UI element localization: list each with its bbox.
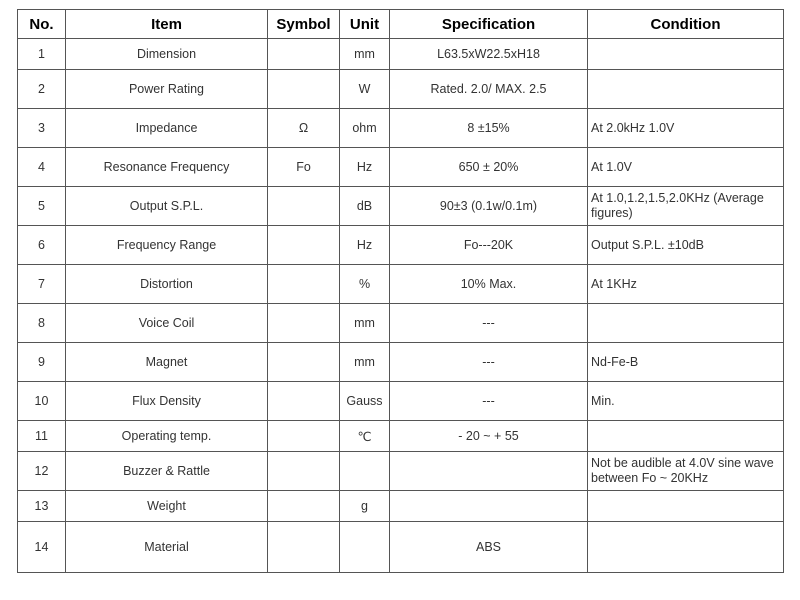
cell-no: 6 <box>18 226 66 265</box>
header-row <box>18 10 784 39</box>
cell-no: 9 <box>18 343 66 382</box>
cell-item: Impedance <box>66 109 268 148</box>
cell-unit: W <box>340 70 390 109</box>
table-row <box>18 226 784 265</box>
cell-condition <box>588 70 784 109</box>
cell-specification: --- <box>390 382 588 421</box>
table-row <box>18 491 784 522</box>
cell-no: 1 <box>18 39 66 70</box>
table-row <box>18 70 784 109</box>
cell-condition: At 2.0kHz 1.0V <box>588 109 784 148</box>
cell-condition <box>588 491 784 522</box>
cell-no: 13 <box>18 491 66 522</box>
cell-no: 14 <box>18 522 66 573</box>
cell-item: Dimension <box>66 39 268 70</box>
cell-specification: Rated. 2.0/ MAX. 2.5 <box>390 70 588 109</box>
cell-specification <box>390 452 588 491</box>
cell-condition: Output S.P.L. ±10dB <box>588 226 784 265</box>
cell-specification: Fo---20K <box>390 226 588 265</box>
header-unit: Unit <box>340 10 390 39</box>
cell-condition <box>588 39 784 70</box>
table-row <box>18 39 784 70</box>
cell-no: 12 <box>18 452 66 491</box>
cell-item: Material <box>66 522 268 573</box>
cell-unit: ohm <box>340 109 390 148</box>
cell-symbol <box>268 343 340 382</box>
cell-condition <box>588 304 784 343</box>
table-row <box>18 343 784 382</box>
cell-item: Frequency Range <box>66 226 268 265</box>
cell-unit: % <box>340 265 390 304</box>
header-item: Item <box>66 10 268 39</box>
cell-symbol <box>268 382 340 421</box>
table-row <box>18 265 784 304</box>
cell-symbol: Fo <box>268 148 340 187</box>
specification-table <box>17 9 784 573</box>
header-condition: Condition <box>588 10 784 39</box>
cell-no: 3 <box>18 109 66 148</box>
cell-symbol <box>268 265 340 304</box>
cell-specification: 10% Max. <box>390 265 588 304</box>
cell-no: 10 <box>18 382 66 421</box>
cell-specification: 8 ±15% <box>390 109 588 148</box>
cell-condition: At 1.0V <box>588 148 784 187</box>
cell-item: Buzzer & Rattle <box>66 452 268 491</box>
cell-item: Weight <box>66 491 268 522</box>
cell-unit: mm <box>340 39 390 70</box>
table-row <box>18 382 784 421</box>
cell-unit: mm <box>340 304 390 343</box>
cell-specification: 90±3 (0.1w/0.1m) <box>390 187 588 226</box>
cell-condition <box>588 421 784 452</box>
cell-unit: ℃ <box>340 421 390 452</box>
table-row <box>18 304 784 343</box>
cell-symbol <box>268 452 340 491</box>
cell-unit <box>340 452 390 491</box>
cell-unit: dB <box>340 187 390 226</box>
table-row <box>18 187 784 226</box>
cell-symbol <box>268 491 340 522</box>
cell-item: Resonance Frequency <box>66 148 268 187</box>
cell-condition: Not be audible at 4.0V sine wave between Fo ~ 20KHz <box>588 452 784 491</box>
cell-no: 11 <box>18 421 66 452</box>
cell-symbol <box>268 421 340 452</box>
cell-no: 5 <box>18 187 66 226</box>
cell-unit: Hz <box>340 226 390 265</box>
table-row <box>18 109 784 148</box>
cell-item: Magnet <box>66 343 268 382</box>
cell-no: 8 <box>18 304 66 343</box>
cell-unit: g <box>340 491 390 522</box>
cell-symbol <box>268 39 340 70</box>
header-symbol: Symbol <box>268 10 340 39</box>
table-row <box>18 522 784 573</box>
table-row <box>18 148 784 187</box>
cell-symbol <box>268 70 340 109</box>
cell-item: Voice Coil <box>66 304 268 343</box>
header-specification: Specification <box>390 10 588 39</box>
cell-symbol: Ω <box>268 109 340 148</box>
header-no: No. <box>18 10 66 39</box>
cell-unit: Hz <box>340 148 390 187</box>
cell-no: 4 <box>18 148 66 187</box>
table-header <box>18 10 784 39</box>
cell-symbol <box>268 304 340 343</box>
cell-specification: --- <box>390 343 588 382</box>
cell-symbol <box>268 522 340 573</box>
cell-unit: Gauss <box>340 382 390 421</box>
cell-condition <box>588 522 784 573</box>
cell-specification <box>390 491 588 522</box>
table-row <box>18 421 784 452</box>
cell-condition: Min. <box>588 382 784 421</box>
cell-item: Power Rating <box>66 70 268 109</box>
cell-item: Distortion <box>66 265 268 304</box>
cell-unit <box>340 522 390 573</box>
cell-condition: At 1.0,1.2,1.5,2.0KHz (Average figures) <box>588 187 784 226</box>
cell-item: Output S.P.L. <box>66 187 268 226</box>
cell-specification: 650 ± 20% <box>390 148 588 187</box>
cell-symbol <box>268 187 340 226</box>
cell-no: 2 <box>18 70 66 109</box>
table-row <box>18 452 784 491</box>
cell-item: Flux Density <box>66 382 268 421</box>
cell-specification: ABS <box>390 522 588 573</box>
cell-specification: L63.5xW22.5xH18 <box>390 39 588 70</box>
cell-specification: --- <box>390 304 588 343</box>
cell-no: 7 <box>18 265 66 304</box>
cell-condition: At 1KHz <box>588 265 784 304</box>
cell-unit: mm <box>340 343 390 382</box>
table-body <box>18 39 784 573</box>
cell-item: Operating temp. <box>66 421 268 452</box>
cell-condition: Nd-Fe-B <box>588 343 784 382</box>
cell-specification: - 20 ~ + 55 <box>390 421 588 452</box>
cell-symbol <box>268 226 340 265</box>
